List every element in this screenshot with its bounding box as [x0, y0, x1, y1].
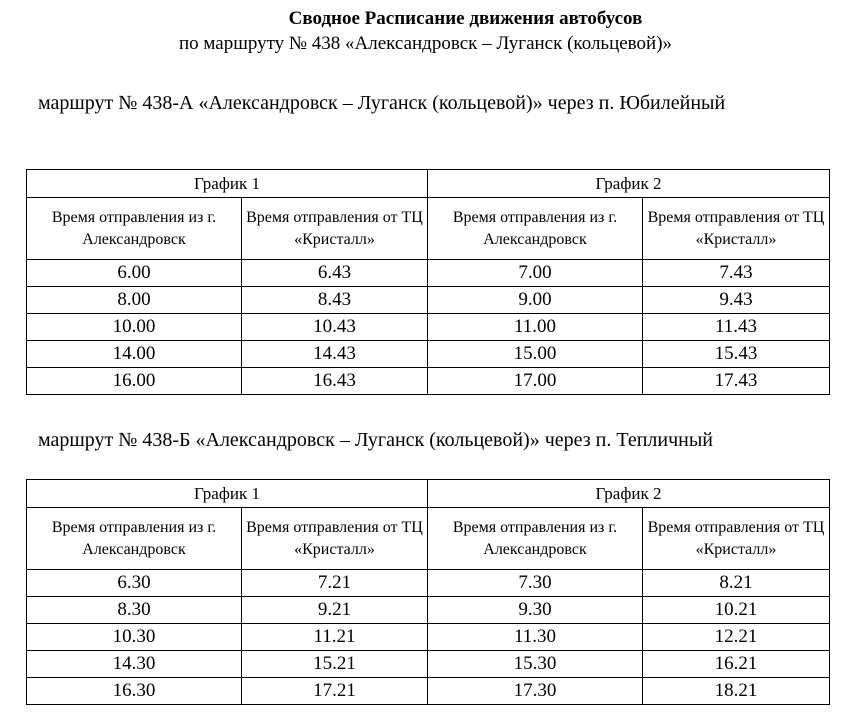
- document-title: Сводное Расписание движения автобусов: [288, 8, 643, 29]
- route-b-heading: маршрут № 438-Б «Александровск – Луганск (кольцевой)» через п. Тепличный: [38, 429, 713, 451]
- table-cell: 16.00: [27, 368, 242, 395]
- table-cell: 14.30: [27, 651, 242, 678]
- table-column-header-row: [27, 508, 830, 570]
- table-cell: 11.00: [428, 314, 643, 341]
- table-cell: 10.21: [643, 597, 830, 624]
- table-cell: 7.21: [242, 570, 428, 597]
- group-header: График 1: [27, 480, 428, 508]
- table-cell: 10.43: [242, 314, 428, 341]
- table-row: [27, 341, 830, 368]
- table-row: [27, 570, 830, 597]
- table-column-header-row: [27, 198, 830, 260]
- table-row: [27, 651, 830, 678]
- table-cell: 16.43: [242, 368, 428, 395]
- table-row: [27, 314, 830, 341]
- table-cell: 15.43: [643, 341, 830, 368]
- table-cell: 8.21: [643, 570, 830, 597]
- table-cell: 9.30: [428, 597, 643, 624]
- table-cell: 9.00: [428, 287, 643, 314]
- table-cell: 8.43: [242, 287, 428, 314]
- table-cell: 6.43: [242, 260, 428, 287]
- table-row: [27, 287, 830, 314]
- column-header: Время отправления из г. Александровск: [27, 198, 242, 260]
- table-cell: 17.21: [242, 678, 428, 705]
- table-cell: 11.43: [643, 314, 830, 341]
- table-cell: 6.00: [27, 260, 242, 287]
- table-cell: 15.21: [242, 651, 428, 678]
- column-header: Время отправления из г. Александровск: [428, 198, 643, 260]
- table-cell: 17.43: [643, 368, 830, 395]
- table-cell: 10.00: [27, 314, 242, 341]
- schedule-table-route-b: [26, 479, 830, 705]
- document-subtitle: по маршруту № 438 «Александровск – Луганск (кольцевой)»: [178, 33, 673, 54]
- table-row: [27, 597, 830, 624]
- table-cell: 17.30: [428, 678, 643, 705]
- route-a-heading: маршрут № 438-А «Александровск – Луганск (кольцевой)» через п. Юбилейный: [38, 92, 726, 114]
- column-header: Время отправления от ТЦ «Кристалл»: [242, 508, 428, 570]
- table-cell: 15.00: [428, 341, 643, 368]
- table-cell: 7.43: [643, 260, 830, 287]
- table-cell: 12.21: [643, 624, 830, 651]
- column-header: Время отправления от ТЦ «Кристалл»: [643, 198, 830, 260]
- group-header: График 2: [428, 170, 830, 198]
- table-row: [27, 368, 830, 395]
- table-cell: 10.30: [27, 624, 242, 651]
- table-cell: 17.00: [428, 368, 643, 395]
- table-cell: 6.30: [27, 570, 242, 597]
- table-cell: 16.30: [27, 678, 242, 705]
- table-cell: 8.00: [27, 287, 242, 314]
- group-header: График 2: [428, 480, 830, 508]
- table-row: [27, 624, 830, 651]
- table-cell: 7.30: [428, 570, 643, 597]
- table-cell: 15.30: [428, 651, 643, 678]
- table-group-header-row: [27, 480, 830, 508]
- column-header: Время отправления из г. Александровск: [428, 508, 643, 570]
- document-header: [0, 6, 851, 56]
- schedule-table-route-a: [26, 169, 830, 395]
- table-row: [27, 260, 830, 287]
- table-cell: 14.43: [242, 341, 428, 368]
- table-cell: 9.21: [242, 597, 428, 624]
- column-header: Время отправления из г. Александровск: [27, 508, 242, 570]
- table-row: [27, 678, 830, 705]
- table-cell: 7.00: [428, 260, 643, 287]
- table-cell: 11.21: [242, 624, 428, 651]
- table-cell: 14.00: [27, 341, 242, 368]
- table-cell: 18.21: [643, 678, 830, 705]
- table-cell: 8.30: [27, 597, 242, 624]
- table-group-header-row: [27, 170, 830, 198]
- column-header: Время отправления от ТЦ «Кристалл»: [242, 198, 428, 260]
- table-cell: 9.43: [643, 287, 830, 314]
- column-header: Время отправления от ТЦ «Кристалл»: [643, 508, 830, 570]
- table-cell: 11.30: [428, 624, 643, 651]
- table-cell: 16.21: [643, 651, 830, 678]
- group-header: График 1: [27, 170, 428, 198]
